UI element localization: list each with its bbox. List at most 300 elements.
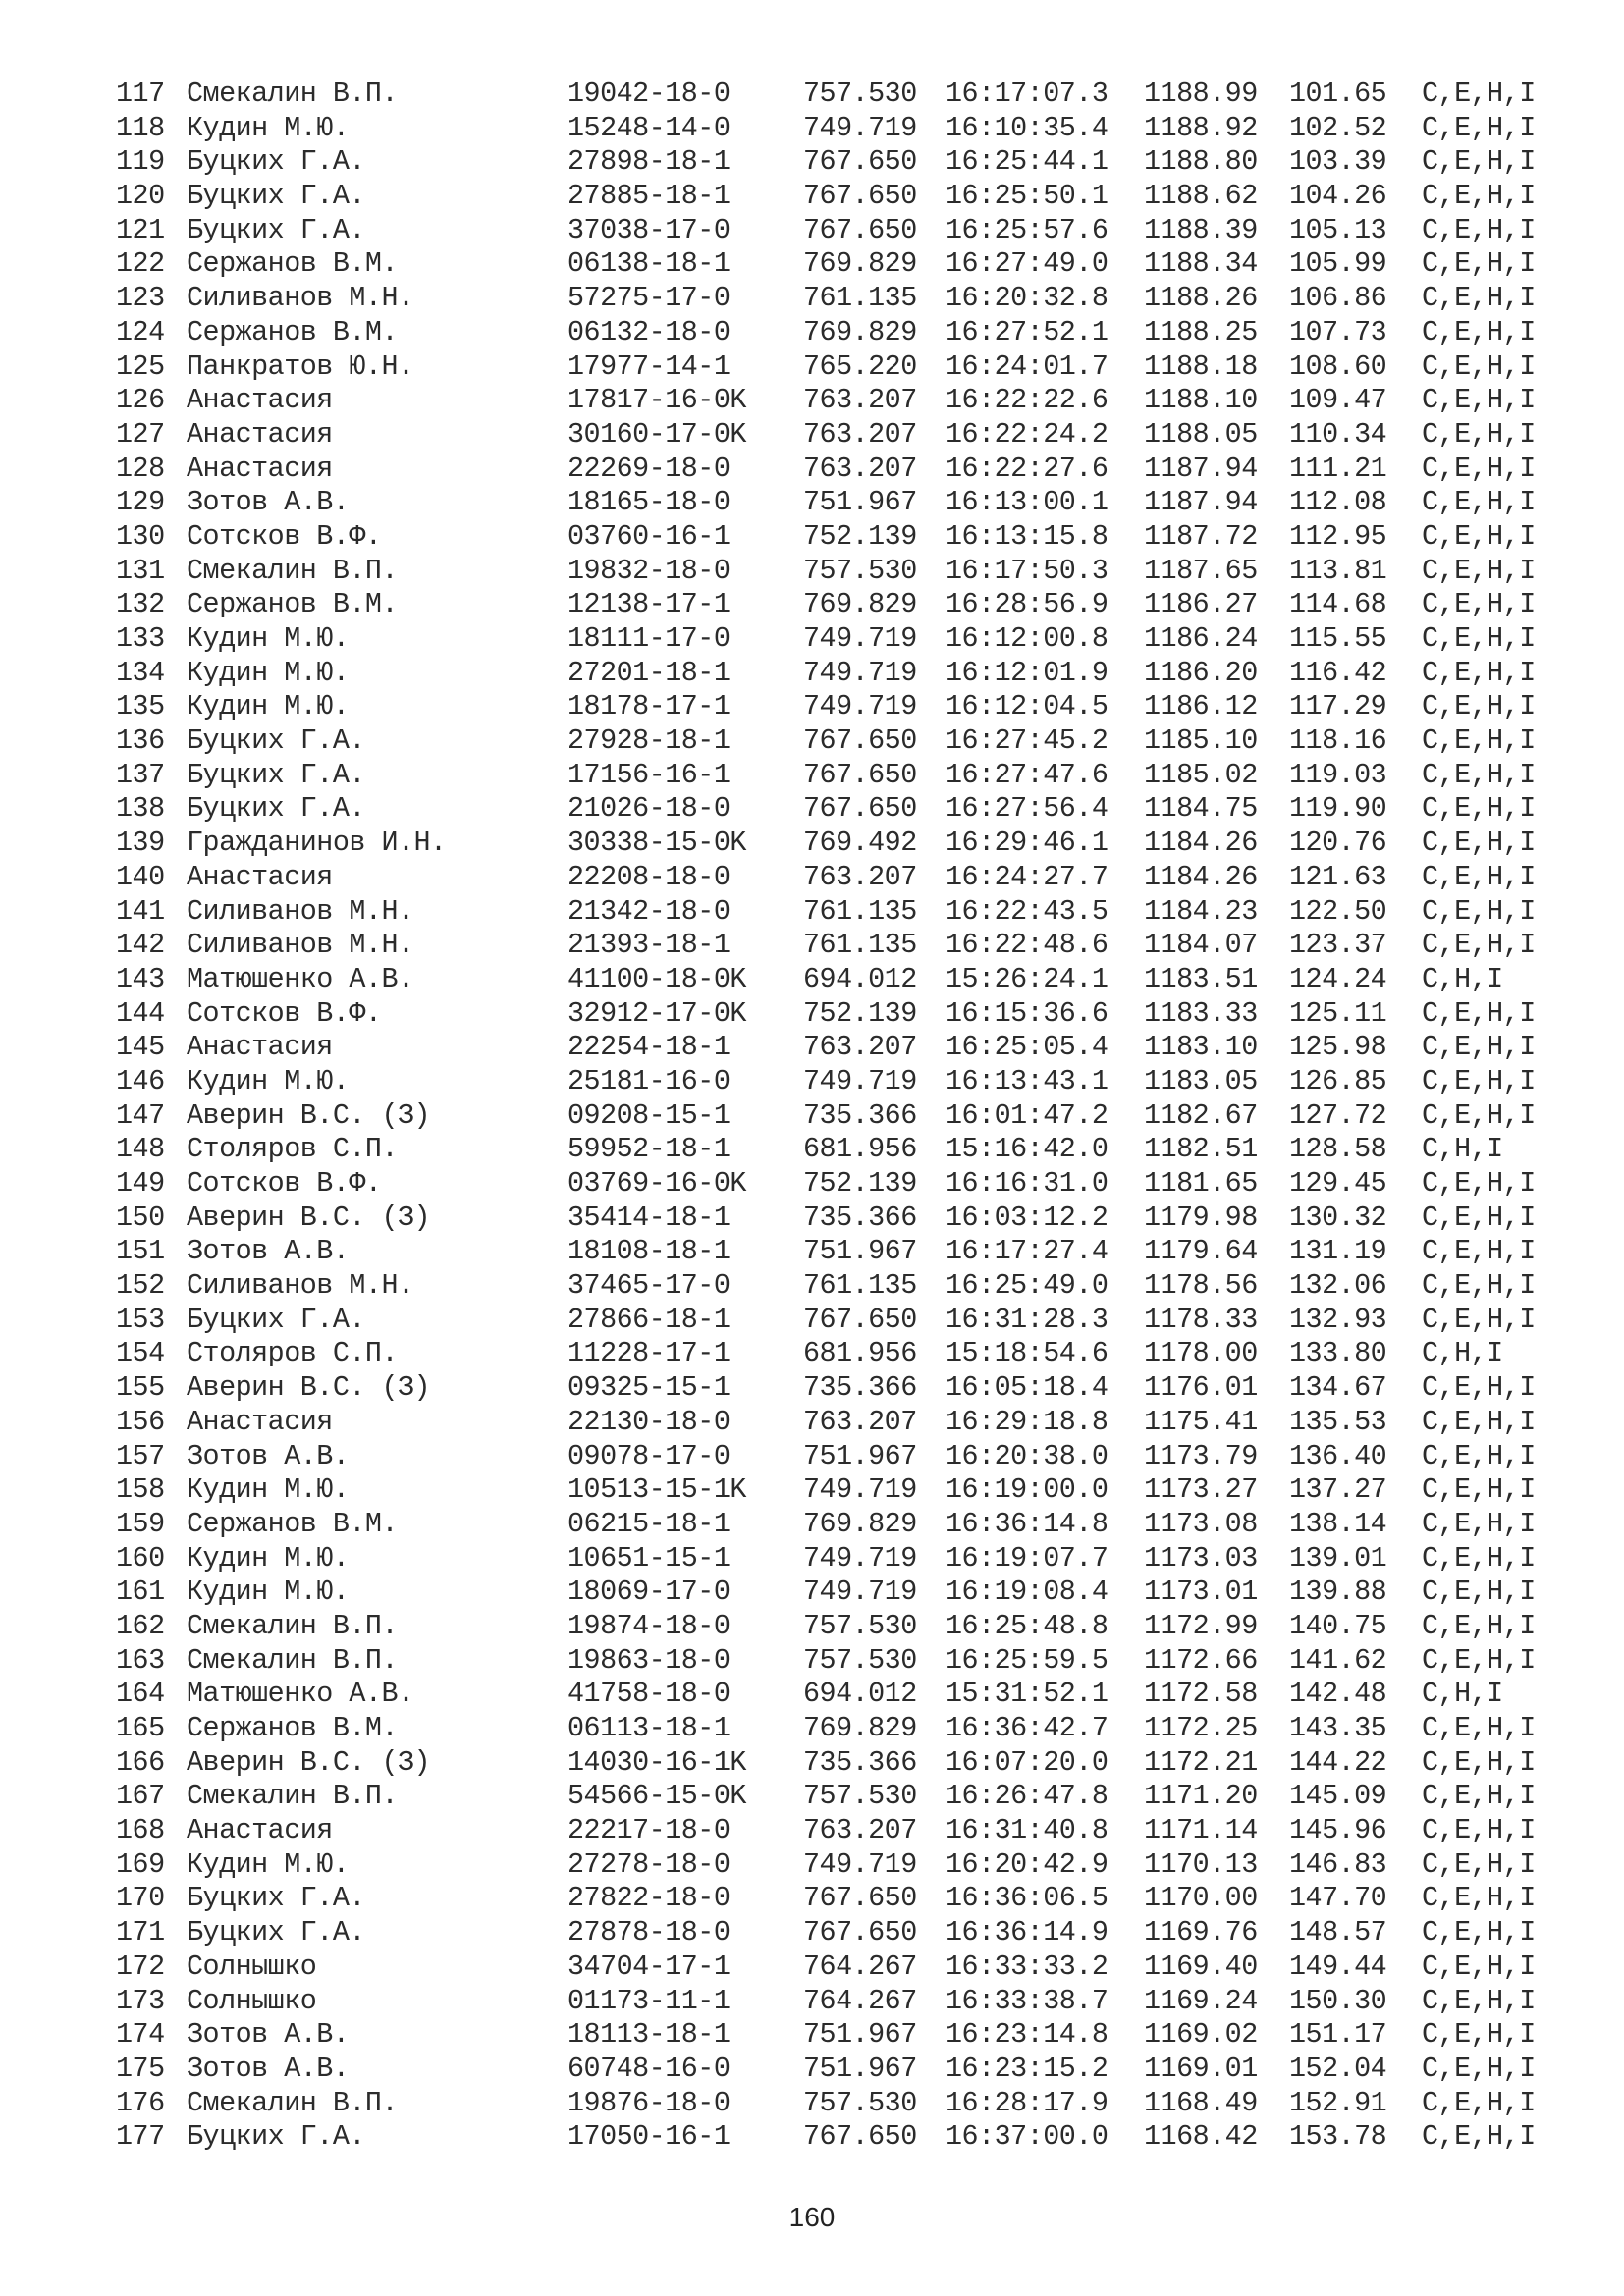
points: 141.62 (1289, 1643, 1387, 1677)
arrival-time: 16:27:56.4 (946, 792, 1109, 826)
distance: 751.967 (803, 1235, 917, 1268)
points: 125.98 (1289, 1031, 1387, 1064)
participant-name: Буцких Г.А. (187, 145, 365, 179)
distance: 749.719 (803, 1847, 917, 1881)
arrival-time: 16:29:18.8 (946, 1405, 1109, 1438)
distance: 752.139 (803, 1167, 917, 1200)
distance: 757.530 (803, 2086, 917, 2119)
arrival-time: 16:15:36.6 (946, 996, 1109, 1030)
row-number: 150 (116, 1201, 165, 1234)
ring-number: 60748-16-0 (568, 2052, 731, 2085)
arrival-time: 16:28:56.9 (946, 588, 1109, 621)
distance: 769.829 (803, 315, 917, 348)
categories: C,E,H,I (1422, 1575, 1536, 1609)
arrival-time: 16:10:35.4 (946, 111, 1109, 144)
speed: 1168.42 (1144, 2120, 1258, 2154)
arrival-time: 16:07:20.0 (946, 1745, 1109, 1779)
row-number: 142 (116, 929, 165, 962)
arrival-time: 16:01:47.2 (946, 1098, 1109, 1132)
distance: 749.719 (803, 690, 917, 723)
categories: C,E,H,I (1422, 996, 1536, 1030)
speed: 1172.25 (1144, 1712, 1258, 1744)
distance: 751.967 (803, 1439, 917, 1472)
points: 146.83 (1289, 1847, 1387, 1881)
row-number: 177 (116, 2120, 165, 2154)
arrival-time: 16:05:18.4 (946, 1371, 1109, 1405)
speed: 1176.01 (1144, 1371, 1258, 1405)
distance: 751.967 (803, 2052, 917, 2085)
participant-name: Буцких Г.А. (187, 213, 365, 246)
arrival-time: 16:13:43.1 (946, 1064, 1109, 1097)
points: 139.01 (1289, 1541, 1387, 1575)
row-number: 171 (116, 1916, 165, 1949)
participant-name: Зотов А.В. (187, 2018, 350, 2052)
row-number: 131 (116, 554, 165, 587)
points: 145.96 (1289, 1814, 1387, 1847)
arrival-time: 16:25:48.8 (946, 1609, 1109, 1642)
ring-number: 22254-18-1 (568, 1031, 731, 1064)
row-number: 126 (116, 384, 165, 417)
speed: 1183.33 (1144, 996, 1258, 1030)
categories: C,E,H,I (1422, 1201, 1536, 1234)
distance: 767.650 (803, 213, 917, 246)
distance: 765.220 (803, 349, 917, 383)
categories: C,E,H,I (1422, 554, 1536, 587)
speed: 1184.26 (1144, 860, 1258, 893)
row-number: 134 (116, 656, 165, 689)
arrival-time: 15:26:24.1 (946, 962, 1109, 995)
arrival-time: 16:33:38.7 (946, 1984, 1109, 2017)
distance: 681.956 (803, 1337, 917, 1370)
participant-name: Зотов А.В. (187, 2052, 350, 2085)
arrival-time: 16:17:50.3 (946, 554, 1109, 587)
distance: 751.967 (803, 2018, 917, 2052)
ring-number: 27885-18-1 (568, 180, 731, 213)
ring-number: 41100-18-0K (568, 962, 746, 995)
categories: C,E,H,I (1422, 1269, 1536, 1303)
row-number: 152 (116, 1269, 165, 1303)
points: 108.60 (1289, 349, 1387, 383)
row-number: 143 (116, 962, 165, 995)
participant-name: Солнышко (187, 1984, 317, 2017)
arrival-time: 16:27:47.6 (946, 758, 1109, 791)
speed: 1179.98 (1144, 1201, 1258, 1234)
distance: 681.956 (803, 1133, 917, 1166)
points: 144.22 (1289, 1745, 1387, 1779)
categories: C,E,H,I (1422, 2052, 1536, 2085)
points: 143.35 (1289, 1712, 1387, 1744)
points: 113.81 (1289, 554, 1387, 587)
participant-name: Буцких Г.А. (187, 180, 365, 213)
speed: 1188.62 (1144, 180, 1258, 213)
speed: 1187.94 (1144, 486, 1258, 519)
categories: C,E,H,I (1422, 690, 1536, 723)
ring-number: 35414-18-1 (568, 1201, 731, 1234)
row-number: 165 (116, 1712, 165, 1744)
participant-name: Буцких Г.А. (187, 2120, 365, 2154)
row-number: 161 (116, 1575, 165, 1609)
arrival-time: 16:16:31.0 (946, 1167, 1109, 1200)
ring-number: 37465-17-0 (568, 1269, 731, 1303)
speed: 1184.07 (1144, 929, 1258, 962)
categories: C,E,H,I (1422, 2086, 1536, 2119)
speed: 1187.65 (1144, 554, 1258, 587)
speed: 1187.72 (1144, 519, 1258, 553)
row-number: 136 (116, 724, 165, 758)
distance: 749.719 (803, 656, 917, 689)
categories: C,E,H,I (1422, 247, 1536, 281)
row-number: 133 (116, 622, 165, 655)
ring-number: 18165-18-0 (568, 486, 731, 519)
ring-number: 19874-18-0 (568, 1609, 731, 1642)
distance: 757.530 (803, 78, 917, 110)
ring-number: 57275-17-0 (568, 282, 731, 315)
participant-name: Силиванов М.Н. (187, 282, 414, 315)
arrival-time: 15:18:54.6 (946, 1337, 1109, 1370)
speed: 1184.75 (1144, 792, 1258, 826)
participant-name: Кудин М.Ю. (187, 1575, 350, 1609)
participant-name: Сержанов В.М. (187, 315, 398, 348)
speed: 1178.56 (1144, 1269, 1258, 1303)
distance: 749.719 (803, 1064, 917, 1097)
categories: C,E,H,I (1422, 1405, 1536, 1438)
page-number: 160 (788, 2202, 836, 2232)
distance: 761.135 (803, 282, 917, 315)
row-number: 155 (116, 1371, 165, 1405)
participant-name: Сотсков В.Ф. (187, 996, 382, 1030)
distance: 735.366 (803, 1098, 917, 1132)
row-number: 167 (116, 1780, 165, 1813)
participant-name: Буцких Г.А. (187, 1882, 365, 1915)
participant-name: Солнышко (187, 1949, 317, 1983)
participant-name: Анастасия (187, 417, 333, 451)
points: 121.63 (1289, 860, 1387, 893)
distance: 749.719 (803, 622, 917, 655)
categories: C,E,H,I (1422, 1031, 1536, 1064)
points: 132.93 (1289, 1303, 1387, 1336)
participant-name: Анастасия (187, 452, 333, 485)
row-number: 129 (116, 486, 165, 519)
speed: 1168.49 (1144, 2086, 1258, 2119)
arrival-time: 16:19:00.0 (946, 1473, 1109, 1507)
ring-number: 22130-18-0 (568, 1405, 731, 1438)
distance: 694.012 (803, 962, 917, 995)
points: 120.76 (1289, 827, 1387, 860)
points: 150.30 (1289, 1984, 1387, 2017)
speed: 1188.10 (1144, 384, 1258, 417)
speed: 1188.05 (1144, 417, 1258, 451)
points: 112.95 (1289, 519, 1387, 553)
distance: 751.967 (803, 486, 917, 519)
categories: C,E,H,I (1422, 180, 1536, 213)
points: 125.11 (1289, 996, 1387, 1030)
participant-name: Кудин М.Ю. (187, 690, 350, 723)
speed: 1173.03 (1144, 1541, 1258, 1575)
row-number: 137 (116, 758, 165, 791)
points: 152.04 (1289, 2052, 1387, 2085)
row-number: 119 (116, 145, 165, 179)
participant-name: Буцких Г.А. (187, 724, 365, 758)
arrival-time: 16:25:50.1 (946, 180, 1109, 213)
distance: 769.829 (803, 1712, 917, 1744)
distance: 763.207 (803, 417, 917, 451)
arrival-time: 16:27:52.1 (946, 315, 1109, 348)
participant-name: Аверин В.С. (З) (187, 1745, 431, 1779)
arrival-time: 16:28:17.9 (946, 2086, 1109, 2119)
ring-number: 18178-17-1 (568, 690, 731, 723)
categories: C,E,H,I (1422, 1780, 1536, 1813)
participant-name: Аверин В.С. (З) (187, 1371, 431, 1405)
distance: 735.366 (803, 1371, 917, 1405)
speed: 1172.21 (1144, 1745, 1258, 1779)
arrival-time: 16:20:42.9 (946, 1847, 1109, 1881)
ring-number: 27928-18-1 (568, 724, 731, 758)
distance: 767.650 (803, 1882, 917, 1915)
speed: 1178.33 (1144, 1303, 1258, 1336)
points: 106.86 (1289, 282, 1387, 315)
participant-name: Буцких Г.А. (187, 792, 365, 826)
participant-name: Сержанов В.М. (187, 588, 398, 621)
row-number: 145 (116, 1031, 165, 1064)
categories: C,E,H,I (1422, 792, 1536, 826)
speed: 1173.79 (1144, 1439, 1258, 1472)
distance: 761.135 (803, 1269, 917, 1303)
points: 137.27 (1289, 1473, 1387, 1507)
ring-number: 18069-17-0 (568, 1575, 731, 1609)
ring-number: 19863-18-0 (568, 1643, 731, 1677)
arrival-time: 16:25:59.5 (946, 1643, 1109, 1677)
ring-number: 17977-14-1 (568, 349, 731, 383)
categories: C,E,H,I (1422, 1473, 1536, 1507)
points: 116.42 (1289, 656, 1387, 689)
points: 105.13 (1289, 213, 1387, 246)
participant-name: Сержанов В.М. (187, 1507, 398, 1540)
speed: 1184.26 (1144, 827, 1258, 860)
categories: C,H,I (1422, 962, 1503, 995)
ring-number: 21026-18-0 (568, 792, 731, 826)
ring-number: 32912-17-0K (568, 996, 746, 1030)
categories: C,E,H,I (1422, 758, 1536, 791)
participant-name: Анастасия (187, 1814, 333, 1847)
points: 134.67 (1289, 1371, 1387, 1405)
row-number: 163 (116, 1643, 165, 1677)
distance: 761.135 (803, 929, 917, 962)
distance: 752.139 (803, 996, 917, 1030)
categories: C,E,H,I (1422, 1609, 1536, 1642)
speed: 1182.67 (1144, 1098, 1258, 1132)
row-number: 149 (116, 1167, 165, 1200)
participant-name: Смекалин В.П. (187, 2086, 398, 2119)
speed: 1172.58 (1144, 1678, 1258, 1711)
ring-number: 34704-17-1 (568, 1949, 731, 1983)
distance: 763.207 (803, 1814, 917, 1847)
points: 133.80 (1289, 1337, 1387, 1370)
categories: C,E,H,I (1422, 1235, 1536, 1268)
ring-number: 30160-17-0K (568, 417, 746, 451)
row-number: 174 (116, 2018, 165, 2052)
participant-name: Буцких Г.А. (187, 1303, 365, 1336)
distance: 735.366 (803, 1201, 917, 1234)
ring-number: 19042-18-0 (568, 78, 731, 110)
arrival-time: 16:17:07.3 (946, 78, 1109, 110)
distance: 769.829 (803, 1507, 917, 1540)
participant-name: Смекалин В.П. (187, 78, 398, 110)
row-number: 130 (116, 519, 165, 553)
points: 119.03 (1289, 758, 1387, 791)
ring-number: 21342-18-0 (568, 894, 731, 928)
ring-number: 17050-16-1 (568, 2120, 731, 2154)
categories: C,E,H,I (1422, 145, 1536, 179)
categories: C,E,H,I (1422, 1303, 1536, 1336)
points: 119.90 (1289, 792, 1387, 826)
ring-number: 09078-17-0 (568, 1439, 731, 1472)
points: 102.52 (1289, 111, 1387, 144)
categories: C,E,H,I (1422, 2018, 1536, 2052)
arrival-time: 16:12:01.9 (946, 656, 1109, 689)
points: 111.21 (1289, 452, 1387, 485)
speed: 1186.27 (1144, 588, 1258, 621)
ring-number: 03769-16-0K (568, 1167, 746, 1200)
row-number: 122 (116, 247, 165, 281)
points: 127.72 (1289, 1098, 1387, 1132)
categories: C,E,H,I (1422, 384, 1536, 417)
points: 151.17 (1289, 2018, 1387, 2052)
distance: 749.719 (803, 111, 917, 144)
arrival-time: 16:03:12.2 (946, 1201, 1109, 1234)
row-number: 159 (116, 1507, 165, 1540)
ring-number: 54566-15-0K (568, 1780, 746, 1813)
distance: 767.650 (803, 180, 917, 213)
arrival-time: 16:13:00.1 (946, 486, 1109, 519)
distance: 757.530 (803, 1609, 917, 1642)
row-number: 139 (116, 827, 165, 860)
categories: C,E,H,I (1422, 452, 1536, 485)
ring-number: 27822-18-0 (568, 1882, 731, 1915)
participant-name: Аверин В.С. (З) (187, 1201, 431, 1234)
speed: 1175.41 (1144, 1405, 1258, 1438)
distance: 769.492 (803, 827, 917, 860)
participant-name: Анастасия (187, 1405, 333, 1438)
participant-name: Смекалин В.П. (187, 554, 398, 587)
points: 149.44 (1289, 1949, 1387, 1983)
row-number: 144 (116, 996, 165, 1030)
arrival-time: 16:26:47.8 (946, 1780, 1109, 1813)
categories: C,E,H,I (1422, 656, 1536, 689)
row-number: 125 (116, 349, 165, 383)
categories: C,E,H,I (1422, 111, 1536, 144)
speed: 1172.99 (1144, 1609, 1258, 1642)
row-number: 121 (116, 213, 165, 246)
participant-name: Смекалин В.П. (187, 1643, 398, 1677)
row-number: 170 (116, 1882, 165, 1915)
participant-name: Кудин М.Ю. (187, 1847, 350, 1881)
categories: C,H,I (1422, 1133, 1503, 1166)
speed: 1171.20 (1144, 1780, 1258, 1813)
row-number: 162 (116, 1609, 165, 1642)
distance: 769.829 (803, 247, 917, 281)
participant-name: Сотсков В.Ф. (187, 519, 382, 553)
participant-name: Силиванов М.Н. (187, 929, 414, 962)
row-number: 148 (116, 1133, 165, 1166)
speed: 1185.10 (1144, 724, 1258, 758)
ring-number: 06113-18-1 (568, 1712, 731, 1744)
arrival-time: 16:36:14.8 (946, 1507, 1109, 1540)
ring-number: 06215-18-1 (568, 1507, 731, 1540)
participant-name: Анастасия (187, 384, 333, 417)
speed: 1169.02 (1144, 2018, 1258, 2052)
participant-name: Силиванов М.Н. (187, 1269, 414, 1303)
categories: C,E,H,I (1422, 1745, 1536, 1779)
speed: 1186.12 (1144, 690, 1258, 723)
points: 130.32 (1289, 1201, 1387, 1234)
row-number: 147 (116, 1098, 165, 1132)
speed: 1188.39 (1144, 213, 1258, 246)
speed: 1172.66 (1144, 1643, 1258, 1677)
distance: 767.650 (803, 1916, 917, 1949)
speed: 1169.24 (1144, 1984, 1258, 2017)
row-number: 127 (116, 417, 165, 451)
row-number: 156 (116, 1405, 165, 1438)
points: 118.16 (1289, 724, 1387, 758)
row-number: 146 (116, 1064, 165, 1097)
points: 145.09 (1289, 1780, 1387, 1813)
categories: C,E,H,I (1422, 1984, 1536, 2017)
categories: C,H,I (1422, 1337, 1503, 1370)
row-number: 138 (116, 792, 165, 826)
distance: 761.135 (803, 894, 917, 928)
speed: 1188.99 (1144, 78, 1258, 110)
points: 147.70 (1289, 1882, 1387, 1915)
row-number: 135 (116, 690, 165, 723)
participant-name: Буцких Г.А. (187, 758, 365, 791)
points: 142.48 (1289, 1678, 1387, 1711)
categories: C,E,H,I (1422, 315, 1536, 348)
distance: 767.650 (803, 758, 917, 791)
categories: C,E,H,I (1422, 213, 1536, 246)
arrival-time: 16:29:46.1 (946, 827, 1109, 860)
participant-name: Панкратов Ю.Н. (187, 349, 414, 383)
arrival-time: 16:25:49.0 (946, 1269, 1109, 1303)
ring-number: 09208-15-1 (568, 1098, 731, 1132)
distance: 757.530 (803, 1780, 917, 1813)
categories: C,E,H,I (1422, 1643, 1536, 1677)
ring-number: 18108-18-1 (568, 1235, 731, 1268)
arrival-time: 16:36:42.7 (946, 1712, 1109, 1744)
distance: 763.207 (803, 1031, 917, 1064)
row-number: 157 (116, 1439, 165, 1472)
row-number: 118 (116, 111, 165, 144)
categories: C,E,H,I (1422, 1814, 1536, 1847)
arrival-time: 16:37:00.0 (946, 2120, 1109, 2154)
arrival-time: 16:36:06.5 (946, 1882, 1109, 1915)
categories: C,E,H,I (1422, 349, 1536, 383)
participant-name: Матюшенко А.В. (187, 1678, 414, 1711)
categories: C,E,H,I (1422, 486, 1536, 519)
speed: 1188.18 (1144, 349, 1258, 383)
row-number: 166 (116, 1745, 165, 1779)
participant-name: Кудин М.Ю. (187, 1541, 350, 1575)
participant-name: Смекалин В.П. (187, 1609, 398, 1642)
speed: 1173.08 (1144, 1507, 1258, 1540)
arrival-time: 16:27:45.2 (946, 724, 1109, 758)
arrival-time: 15:31:52.1 (946, 1678, 1109, 1711)
arrival-time: 16:17:27.4 (946, 1235, 1109, 1268)
participant-name: Сержанов В.М. (187, 1712, 398, 1744)
participant-name: Зотов А.В. (187, 1439, 350, 1472)
points: 123.37 (1289, 929, 1387, 962)
row-number: 175 (116, 2052, 165, 2085)
points: 138.14 (1289, 1507, 1387, 1540)
